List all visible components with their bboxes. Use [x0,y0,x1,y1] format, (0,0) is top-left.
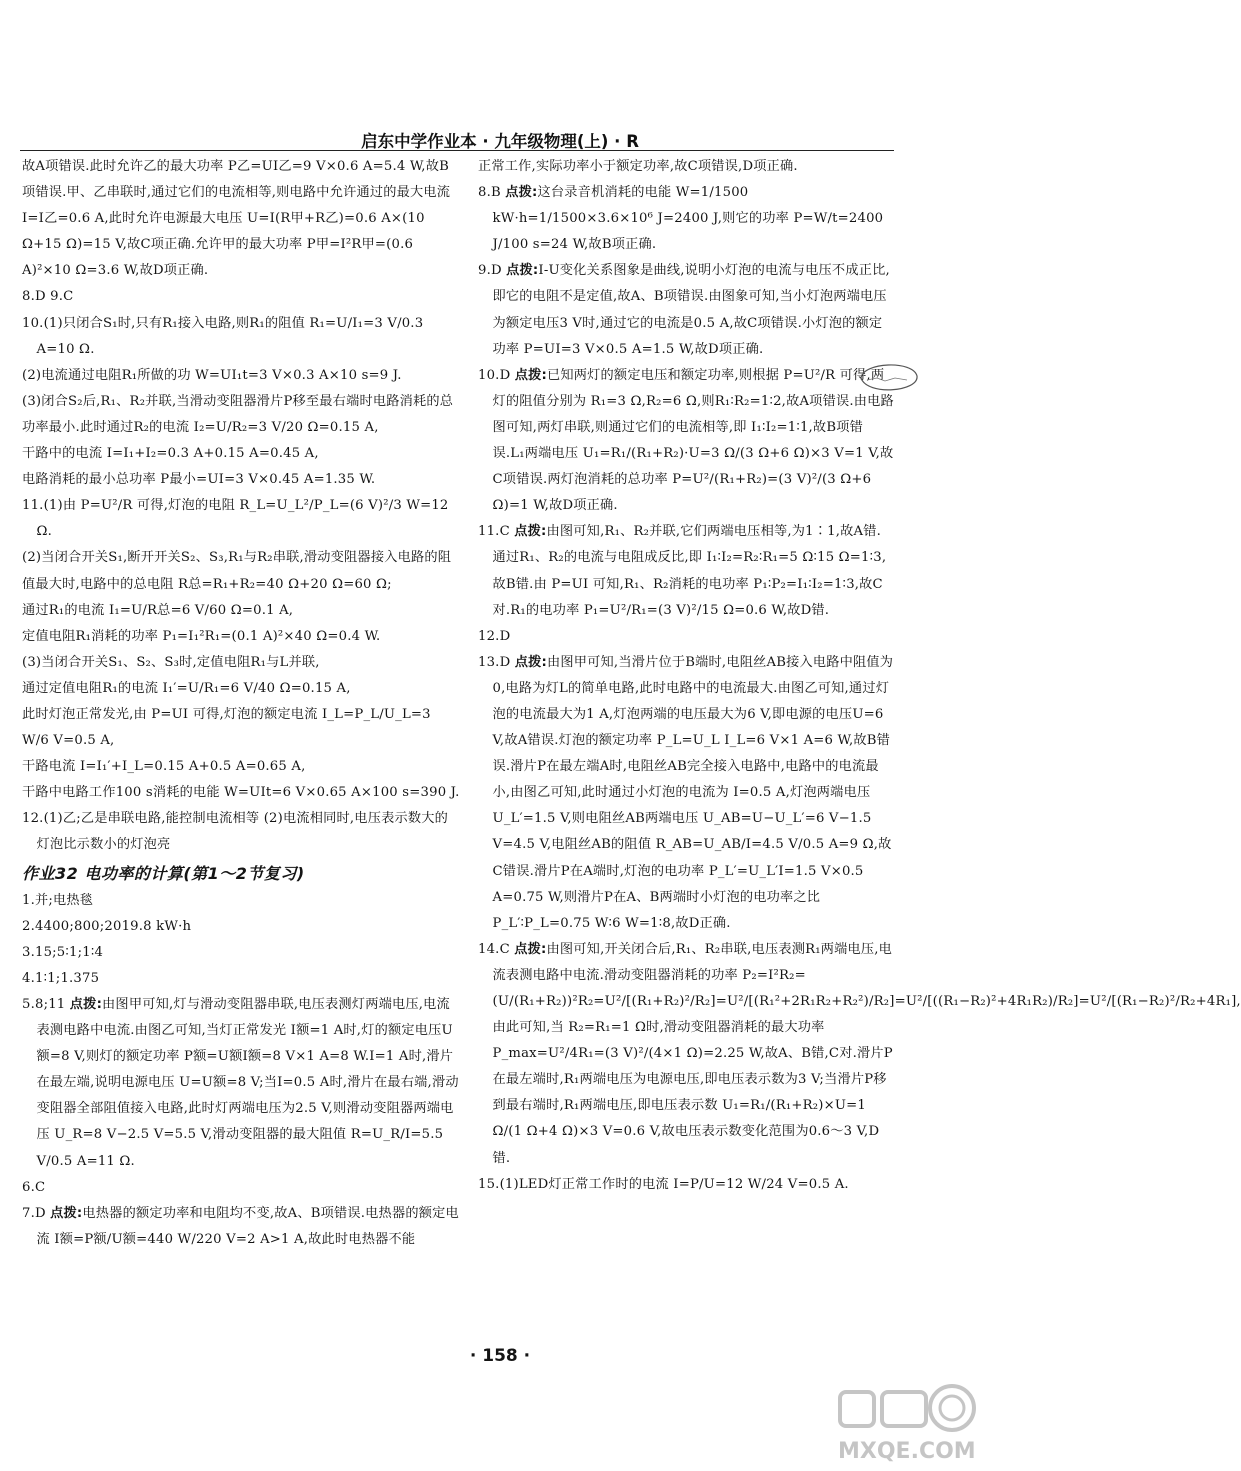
answer-text: 定值电阻R₁消耗的功率 P₁=I₁²R₁=(0.1 A)²×40 Ω=0.4 W. [22,628,381,644]
answer-item [22,966,460,992]
answer-text: 15.(1)LED灯正常工作时的电流 I=P/U=12 W/24 V=0.5 A. [478,1176,849,1192]
answer-text: 通过定值电阻R₁的电流 I₁′=U/R₁=6 V/40 Ω=0.15 A, [22,680,351,696]
answer-text: 2.4400;800;2019.8 kW·h [22,918,192,934]
hint-label: 点拨: [514,941,547,957]
answer-item [22,1201,460,1253]
answer-paragraph [22,389,460,441]
handwritten-annotation-stamp [857,358,921,398]
hint-label: 点拨: [69,997,103,1012]
answer-paragraph [22,780,460,806]
answer-text: 由图甲可知,当滑片位于B端时,电阻丝AB接入电路中阻值为0,电路为灯L的简单电路,此时电路中的电流最大.由图乙可知,通过灯泡的电流最大为1 A,灯泡两端的电压最大为6 V,即电源的电压U=6 V,故A错误.灯泡的额定功率 P_L=U_L I_L=6 V×1 A=6 W,故B错误.滑片P在最左端A时,电阻丝AB完全接入电路中,电路中的电流最小,由图乙可知,此时通过小灯泡的电流为 I=0.5 A,灯泡两端电压 U_L′=1.5 V,则电阻丝AB两端电压 U_AB=U−U_L′=6 V−1.5 V=4.5 V,电阻丝AB的阻值 R_AB=U_AB/I=4.5 V/0.5 A=9 Ω,故C错误.滑片P在A端时,灯泡的电功率 P_L′=U_L′I=1.5 V×0.5 A=0.75 W,则滑片P在A、B两端时小灯泡的电功率之比 P_L′∶P_L=0.75 W∶6 W=1∶8,故D正确. [492,654,894,931]
answer-paragraph [22,467,460,493]
answer-text: 电路消耗的最小总功率 P最小=UI=3 V×0.45 A=1.35 W. [22,472,376,488]
answer-paragraph [22,676,460,702]
hint-label: 点拨: [50,1205,83,1221]
answer-item [478,258,894,362]
answer-item [22,888,460,914]
answer-number: 14.C [478,941,515,957]
answer-item [22,914,460,940]
answer-text: 12.(1)乙;乙是串联电路,能控制电流相等 (2)电流相同时,电压表示数大的灯泡比示数小的灯泡亮 [22,811,449,853]
answer-number: 11.C [478,524,515,540]
answer-paragraph [22,702,460,754]
answer-item [478,937,1241,1172]
hint-label: 点拨: [514,367,547,383]
answer-item [22,284,460,310]
answer-number: 8.B [478,185,506,201]
answer-text: 4.1∶1;1.375 [22,970,100,986]
answer-text: 电热器的额定功率和电阻均不变,故A、B项错误.电热器的额定电流 I额=P额/U额=440 W/220 V=2 A>1 A,故此时电热器不能 [36,1205,459,1247]
answer-paragraph [22,624,460,650]
answer-text: (3)闭合S₂后,R₁、R₂并联,当滑动变阻器滑片P移至最右端时电路消耗的总功率最小.此时通过R₂的电流 I₂=U/R₂=3 V/20 Ω=0.15 A, [22,393,454,435]
answer-number: 9.D [478,263,507,279]
svg-text:MXQE.COM: MXQE.COM [838,1439,976,1464]
answer-item [478,650,894,937]
page-number: · 158 · [469,1346,531,1366]
header-rule [20,150,894,151]
answer-item [22,493,460,545]
answer-text: 干路中的电流 I=I₁+I₂=0.3 A+0.15 A=0.45 A, [22,446,319,462]
answer-paragraph [22,154,460,284]
answer-paragraph [22,650,460,676]
answer-item [22,940,460,966]
answer-item [22,1175,460,1201]
answer-item [22,992,460,1175]
answer-text: 故A项错误.此时允许乙的最大功率 P乙=UI乙=9 V×0.6 A=5.4 W,故B项错误.甲、乙串联时,通过它们的电流相等,则电路中允许通过的最大电流 I=I乙=0.6 A,此时允许电源最大电压 U=I(R甲+R乙)=0.6 A×(10 Ω+15 Ω)=15 V,故C项正确.允许甲的最大功率 P甲=I²R甲=(0.6 A)²×10 Ω=3.6 W,故D项正确. [22,159,451,279]
section-heading: 作业32 电功率的计算(第1～2节复习) [22,863,305,883]
answer-text: 由图可知,R₁、R₂并联,它们两端电压相等,为1∶1,故A错.通过R₁、R₂的电流与电阻成反比,即 I₁∶I₂=R₂∶R₁=5 Ω∶15 Ω=1∶3,故B错.由 P=UI 可知,R₁、R₂消耗的电功率 P₁∶P₂=I₁∶I₂=1∶3,故C对.R₁的电功率 P₁=U²/R₁=(3 V)²/15 Ω=0.6 W,故D错. [492,524,887,618]
answer-text: 干路电流 I=I₁′+I_L=0.15 A+0.5 A=0.65 A, [22,759,306,775]
watermark-logo [832,1378,992,1466]
hint-label: 点拨: [506,263,539,279]
hint-label: 点拨: [514,654,547,670]
answer-item [478,180,894,258]
answer-paragraph [22,754,460,780]
left-column [22,154,460,1359]
answer-text: 这台录音机消耗的电能 W=1/1500 kW·h=1/1500×3.6×10⁶ J=2400 J,则它的功率 P=W/t=2400 J/100 s=24 W,故B项正确. [492,185,884,253]
answer-paragraph [22,363,460,389]
answer-text: 12.D [478,628,511,644]
answer-item [22,311,460,363]
answer-text: (2)当闭合开关S₁,断开开关S₂、S₃,R₁与R₂串联,滑动变阻器接入电路的阻值最大时,电路中的总电阻 R总=R₁+R₂=40 Ω+20 Ω=60 Ω; [22,550,452,592]
hint-label: 点拨: [514,524,547,540]
answer-text: 由图甲可知,灯与滑动变阻器串联,电压表测灯两端电压,电流表测电路中电流.由图乙可知,当灯正常发光 I额=1 A时,灯的额定电压U额=8 V,则灯的额定功率 P额=U额I额=8 V×1 A=8 W.I=1 A时,滑片在最左端,说明电源电压 U=U额=8 V;当I=0.5 A时,滑片在最右端,滑动变阻器全部阻值接入电路,此时灯两端电压为2.5 V,则滑动变阻器两端电压 U_R=8 V−2.5 V=5.5 V,滑动变阻器的最大阻值 R=U_R/I=5.5 V/0.5 A=11 Ω. [36,997,459,1169]
answer-text: 1.并;电热毯 [22,892,94,908]
answer-number: 10.D [478,367,515,383]
answer-text: 干路中电路工作100 s消耗的电能 W=UIt=6 V×0.65 A×100 s=390 J. [22,785,460,801]
answer-paragraph [22,545,460,597]
answer-text: 由图可知,开关闭合后,R₁、R₂串联,电压表测R₁两端电压,电流表测电路中电流.滑动变阻器消耗的功率 P₂=I²R₂=(U/(R₁+R₂))²R₂=U²/[(R₁+R₂)²/R₂]=U²/[(R₁²+2R₁R₂+R₂²)/R₂]=U²/[((R₁−R₂)²+4R₁R₂)/R₂]=U²/[(R₁−R₂)²/R₂+4R₁],由此可知,当 R₂=R₁=1 Ω时,滑动变阻器消耗的最大功率 P_max=U²/4R₁=(3 V)²/(4×1 Ω)=2.25 W,故A、B错,C对.滑片P在最左端时,R₁两端电压为电源电压,即电压表示数为3 V;当滑片P移到最右端时,R₁两端电压,即电压表示数 U₁=R₁/(R₁+R₂)×U=1 Ω/(1 Ω+4 Ω)×3 V=0.6 V,故电压表示数变化范围为0.6～3 V,D错. [492,941,1241,1166]
answer-number: 7.D [22,1205,51,1221]
answer-text: 11.(1)由 P=U²/R 可得,灯泡的电阻 R_L=U_L²/P_L=(6 V)²/3 W=12 Ω. [22,498,449,540]
answer-item [478,624,894,650]
hint-label: 点拨: [505,185,538,201]
answer-item [478,363,894,520]
answer-paragraph [22,441,460,467]
answer-text: (2)电流通过电阻R₁所做的功 W=UI₁t=3 V×0.3 A×10 s=9 J. [22,367,402,383]
answer-text: 通过R₁的电流 I₁=U/R总=6 V/60 Ω=0.1 A, [22,602,294,618]
answer-text: 6.C [22,1179,46,1195]
answer-text: 3.15;5∶1;1∶4 [22,944,104,960]
answer-text: 已知两灯的额定电压和额定功率,则根据 P=U²/R 可得,两灯的阻值分别为 R₁=3 Ω,R₂=6 Ω,则R₁∶R₂=1∶2,故A项错误.由电路图可知,两灯串联,则通过它们的电流相等,即 I₁∶I₂=1∶1,故B项错误.L₁两端电压 U₁=R₁/(R₁+R₂)·U=3 Ω/(3 Ω+6 Ω)×3 V=1 V,故C项错误.两灯泡消耗的总功率 P=U²/(R₁+R₂)=(3 V)²/(3 Ω+6 Ω)=1 W,故D项正确. [492,367,894,514]
answer-number: 5.8;11 [22,997,70,1012]
answer-text: 8.D 9.C [22,289,74,305]
answer-text: 10.(1)只闭合S₁时,只有R₁接入电路,则R₁的阻值 R₁=U/I₁=3 V/0.3 A=10 Ω. [22,315,424,357]
answer-text: 正常工作,实际功率小于额定功率,故C项错误,D项正确. [478,159,798,174]
answer-number: 13.D [478,654,515,670]
answer-paragraph [22,598,460,624]
page-header: 启东中学作业本 · 九年级物理(上) · R [361,132,639,151]
answer-item [22,806,460,858]
answer-text: 此时灯泡正常发光,由 P=UI 可得,灯泡的额定电流 I_L=P_L/U_L=3 W/6 V=0.5 A, [22,706,431,749]
answer-item [478,1172,894,1198]
answer-text: I-U变化关系图象是曲线,说明小灯泡的电流与电压不成正比,即它的电阻不是定值,故A、B项错误.由图象可知,当小灯泡两端电压为额定电压3 V时,通过它的电流是0.5 A,故C项错误.小灯泡的额定功率 P=UI=3 V×0.5 A=1.5 W,故D项正确. [492,263,890,357]
answer-text: (3)当闭合开关S₁、S₂、S₃时,定值电阻R₁与L并联, [22,654,320,670]
right-column [478,154,1241,1349]
answer-item [478,519,894,623]
answer-paragraph [478,154,894,180]
